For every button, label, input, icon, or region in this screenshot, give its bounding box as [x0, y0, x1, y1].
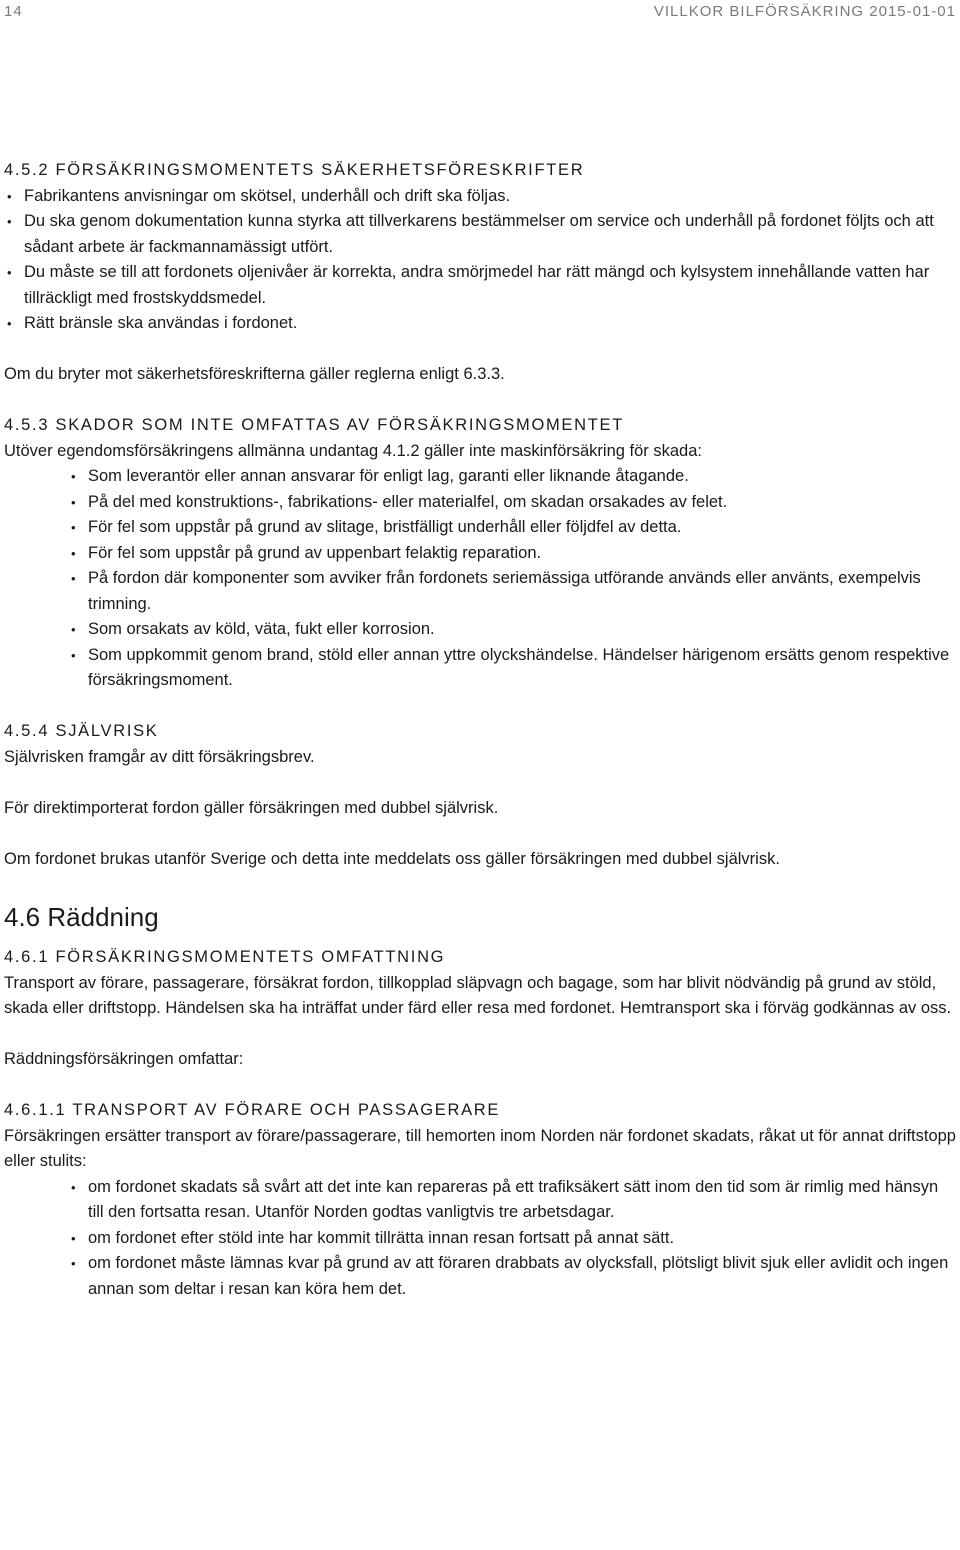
document-body: [4, 158, 956, 1302]
list-item: • För fel som uppstår på grund av uppenbart felaktig reparation.: [68, 541, 956, 567]
paragraph: Utöver egendomsförsäkringens allmänna undantag 4.1.2 gäller inte maskinförsäkring för skada:: [4, 441, 702, 460]
paragraph: Försäkringen ersätter transport av förare/passagerare, till hemorten inom Norden när fordonet skadats, råkat ut för annat driftstopp eller stulits:: [4, 1126, 956, 1170]
paragraph: Räddningsförsäkringen omfattar:: [4, 1050, 244, 1068]
list-item: • Du ska genom dokumentation kunna styrka att tillverkarens bestämmelser om service och underhåll på fordonet följts och att sådant arbete är fackmannamässigt utfört.: [4, 209, 956, 260]
list-item: • Fabrikantens anvisningar om skötsel, underhåll och drift ska följas.: [4, 184, 956, 210]
list-item: • om fordonet måste lämnas kvar på grund av att föraren drabbats av olycksfall, plötsligt blivit sjuk eller avlidit och ingen annan som deltar i resan kan köra hem det.: [68, 1251, 956, 1302]
running-title: VILLKOR BILFÖRSÄKRING 2015-01-01: [653, 3, 956, 20]
section-heading-4-6: 4.6 Räddning: [4, 902, 159, 932]
paragraph: För direktimporterat fordon gäller försäkringen med dubbel självrisk.: [4, 798, 499, 817]
section-heading-4-5-3: 4.5.3 SKADOR SOM INTE OMFATTAS AV FÖRSÄKRINGSMOMENTET: [4, 416, 625, 434]
page-header: [4, 3, 956, 23]
transport-conditions-list: [4, 1175, 956, 1303]
section-heading-4-5-4: 4.5.4 SJÄLVRISK: [4, 722, 159, 740]
list-item: • På del med konstruktions-, fabrikations- eller materialfel, om skadan orsakades av felet.: [68, 490, 956, 516]
list-item: • Du måste se till att fordonets oljenivåer är korrekta, andra smörjmedel har rätt mängd och kylsystem innehållande vatten har tillräckligt med frostskyddsmedel.: [4, 260, 956, 311]
section-heading-4-6-1: 4.6.1 FÖRSÄKRINGSMOMENTETS OMFATTNING: [4, 948, 446, 966]
list-item: • Som orsakats av köld, väta, fukt eller korrosion.: [68, 617, 956, 643]
paragraph: Om fordonet brukas utanför Sverige och detta inte meddelats oss gäller försäkringen med dubbel självrisk.: [4, 849, 780, 868]
exclusions-list: [4, 464, 956, 694]
list-item: • Rätt bränsle ska användas i fordonet.: [4, 311, 956, 337]
section-heading-4-5-2: 4.5.2 FÖRSÄKRINGSMOMENTETS SÄKERHETSFÖRESKRIFTER: [4, 161, 585, 179]
page-number: 14: [4, 3, 23, 20]
list-item: • om fordonet skadats så svårt att det inte kan repareras på ett trafiksäkert sätt inom den tid som är rimlig med hänsyn till den fortsatta resan. Utanför Norden godtas vanligtvis tre arbetsdagar.: [68, 1175, 956, 1226]
paragraph: Transport av förare, passagerare, försäkrat fordon, tillkopplad släpvagn och bagage, som har blivit nödvändig på grund av stöld, skada eller driftstopp. Händelsen ska ha inträffat under färd eller resa med fordonet. Hemtransport ska i förväg godkännas av oss.: [4, 973, 952, 1017]
list-item: • Som uppkommit genom brand, stöld eller annan yttre olyckshändelse. Händelser härigenom ersätts genom respektive försäkringsmoment.: [68, 643, 956, 694]
safety-rules-list: [4, 184, 956, 337]
list-item: • Som leverantör eller annan ansvarar för enligt lag, garanti eller liknande åtagande.: [68, 464, 956, 490]
paragraph: Självrisken framgår av ditt försäkringsbrev.: [4, 747, 315, 766]
list-item: • För fel som uppstår på grund av slitage, bristfälligt underhåll eller följdfel av detta.: [68, 515, 956, 541]
list-item: • På fordon där komponenter som avviker från fordonets seriemässiga utförande används eller använts, exempelvis trimning.: [68, 566, 956, 617]
section-heading-4-6-1-1: 4.6.1.1 TRANSPORT AV FÖRARE OCH PASSAGERARE: [4, 1101, 501, 1119]
list-item: • om fordonet efter stöld inte har kommit tillrätta innan resan fortsatt på annat sätt.: [68, 1226, 956, 1252]
paragraph: Om du bryter mot säkerhetsföreskrifterna gäller reglerna enligt 6.3.3.: [4, 365, 505, 383]
